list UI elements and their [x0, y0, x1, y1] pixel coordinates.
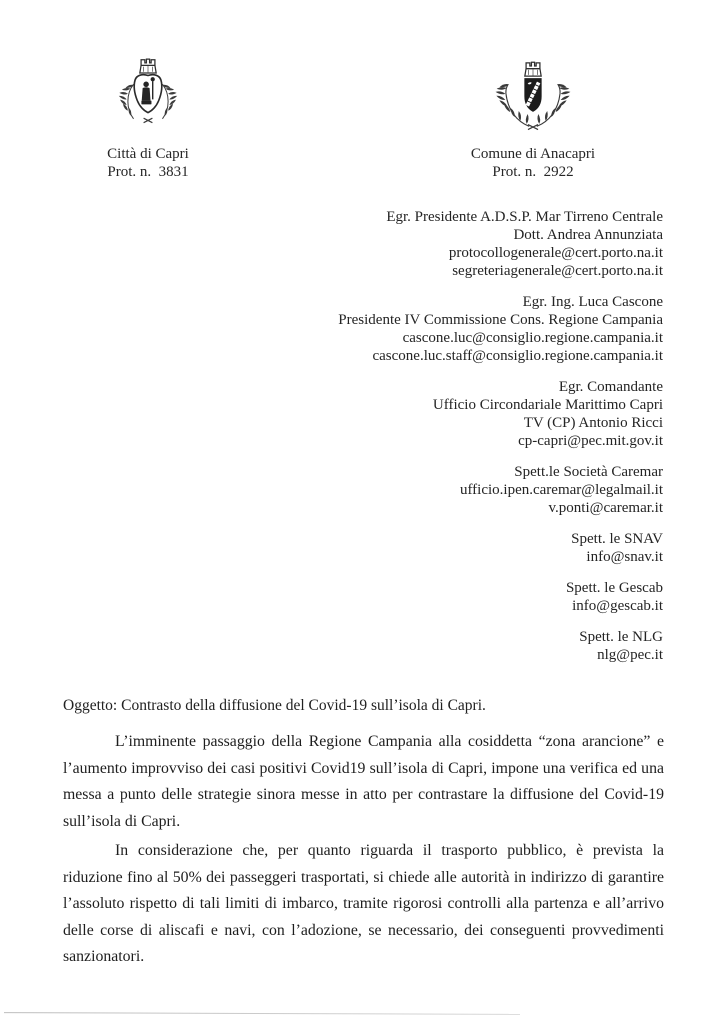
recipient-block [63, 530, 663, 566]
anacapri-coat-of-arms-icon [493, 56, 573, 144]
right-org-name: Comune di Anacapri [470, 146, 596, 162]
recipient-email: segreteriagenerale@cert.porto.na.it [452, 263, 663, 279]
right-prot-number: Prot. n. 2922 [492, 164, 574, 180]
recipient-email: cascone.luc@consiglio.regione.campania.it [402, 330, 663, 346]
recipient-line: Spett. le SNAV [571, 531, 663, 547]
header-right-emblem-block [450, 56, 616, 181]
recipient-line: TV (CP) Antonio Ricci [523, 415, 663, 431]
recipient-line: Spett. le NLG [579, 629, 663, 645]
left-org-name: Città di Capri [107, 146, 189, 162]
capri-coat-of-arms-icon [116, 56, 180, 144]
recipient-block [63, 579, 663, 615]
body-paragraph: L’imminente passaggio della Regione Campania alla cosiddetta “zona arancione” e l’aumento improvviso dei casi positivi Covid19 sull’isola di Capri, impone una verifica ed una messa a punto delle strategie sinora messe in atto per contrastare la diffusione del Covid-19 sull’isola di Capri. [63, 733, 664, 830]
recipient-line: Spett. le Gescab [565, 580, 663, 596]
recipient-line: Egr. Comandante [558, 379, 663, 395]
recipient-email: v.ponti@caremar.it [548, 500, 663, 516]
recipient-line: Spett.le Società Caremar [514, 464, 663, 480]
recipient-line: Dott. Andrea Annunziata [513, 227, 663, 243]
scan-artifact-line [4, 1012, 520, 1015]
recipient-email: info@gescab.it [572, 598, 663, 614]
body-paragraph: In considerazione che, per quanto riguarda il trasporto pubblico, è prevista la riduzione fino al 50% dei passeggeri trasportati, si chiede alle autorità in indirizzo di garantire l’assoluto rispetto di tali limiti di imbarco, tramite rigorosi controlli alla partenza e all’arrivo delle corse di aliscafi e navi, con l’adozione, se necessario, dei conseguenti provvedimenti sanzionatori. [63, 842, 664, 965]
recipient-email: info@snav.it [586, 549, 663, 565]
recipient-email: cascone.luc.staff@consiglio.regione.campania.it [372, 348, 663, 364]
recipient-email: protocollogenerale@cert.porto.na.it [448, 245, 663, 261]
recipient-email: cp-capri@pec.mit.gov.it [518, 433, 663, 449]
recipient-line: Presidente IV Commissione Cons. Regione Campania [338, 312, 663, 328]
left-prot-number: Prot. n. 3831 [107, 164, 189, 180]
letter-body [63, 729, 664, 971]
recipient-block [63, 463, 663, 517]
recipient-email: nlg@pec.it [597, 647, 663, 663]
recipient-line: Egr. Ing. Luca Cascone [522, 294, 663, 310]
recipient-block [63, 208, 663, 280]
recipient-line: Egr. Presidente A.D.S.P. Mar Tirreno Centrale [386, 209, 663, 225]
recipient-block [63, 378, 663, 450]
recipient-block [63, 293, 663, 365]
recipient-email: ufficio.ipen.caremar@legalmail.it [459, 482, 663, 498]
subject-line: Oggetto: Contrasto della diffusione del Covid-19 sull’isola di Capri. [63, 697, 486, 714]
header-left-emblem-block [85, 56, 211, 181]
recipients-list [63, 208, 663, 664]
recipient-line: Ufficio Circondariale Marittimo Capri [432, 397, 663, 413]
recipient-block [63, 628, 663, 664]
